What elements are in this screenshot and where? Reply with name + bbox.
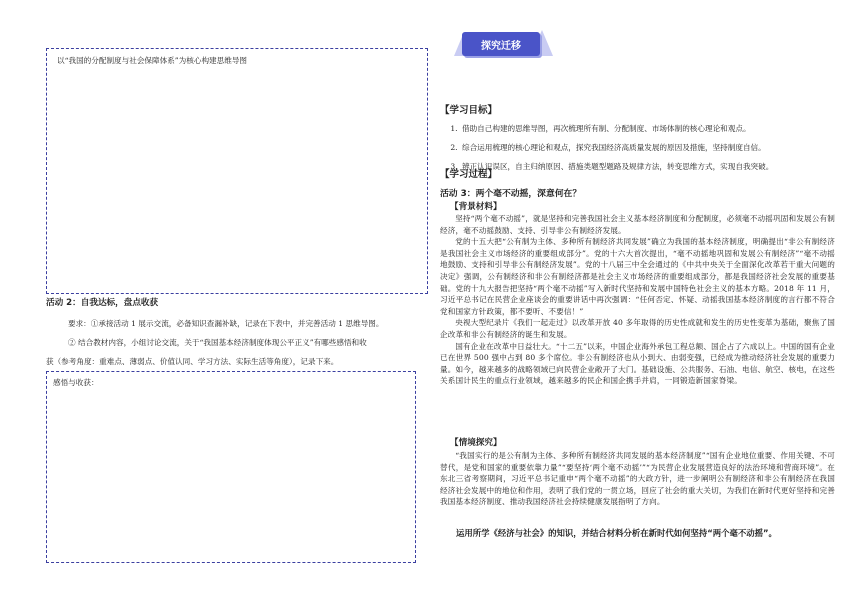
background-paragraph: 央视大型纪录片《我们一起走过》以改革开放 40 多年取得的历史性成就和发生的历史性变革为基础，聚焦了国企改革和非公有制经济的诞生和发展。 [440, 318, 835, 339]
goal-item: 1. 借助自己构建的思维导图，再次梳理所有制、分配制度、市场体制的核心理论和观点。 [460, 119, 840, 138]
background-heading: 【背景材料】 [450, 202, 502, 212]
requirement-line-3: 获（参考角度：重难点、薄弱点、价值认同、学习方法、实际生活等角度），记录下来。 [46, 357, 339, 366]
mind-map-box[interactable] [46, 48, 428, 294]
background-material [440, 213, 835, 387]
goals-heading: 【学习目标】 [440, 105, 498, 116]
goal-item: 2. 综合运用梳理的核心理论和观点，探究我国经济高质量发展的原因及措施，坚持制度自信。 [460, 138, 840, 157]
situation-heading: 【情境探究】 [450, 438, 502, 448]
goals-list [446, 119, 840, 176]
goal-item: 3. 辨正认识误区，自主归纳原因、措施类题型题路及规律方法，转变思维方式，实现自我突破。 [460, 157, 840, 176]
activity-3-title: 活动 3：两个毫不动摇，深意何在？ [440, 189, 582, 199]
background-paragraph: 国有企业在改革中日益壮大。“十二五”以来，中国企业海外承包工程总额、国企占了六成以上。中国的国有企业已在世界 500 强中占到 80 多个席位。非公有制经济也从小到大、由弱变强，已经成为推动经济社会发展的重要力量。如今，越来越多的战略领域已向民营企业敞开了大门。基础设施、公共服务、石油、电信、航空、核电，在这些关系国计民生的重点行业领域，越来越多的民企和国企携手并肩，一同锻造新国家脊梁。 [440, 341, 835, 386]
background-paragraph: 坚持“两个毫不动摇”，就是坚持和完善我国社会主义基本经济制度和分配制度，必须毫不动摇巩固和发展公有制经济，毫不动摇鼓励、支持、引导非公有制经济发展。 [440, 214, 835, 235]
requirement-line-1: 要求：①承接活动 1 展示交流，必备知识查漏补缺，记录在下表中，并完善活动 1 思维导图。 [68, 319, 384, 328]
reflection-box[interactable] [46, 371, 416, 563]
analysis-question: 运用所学《经济与社会》的知识，并结合材料分析在新时代如何坚持“两个毫不动摇”。 [456, 528, 777, 538]
situation-material [440, 450, 835, 508]
section-banner: 探究迁移 [462, 32, 540, 56]
background-paragraph: 党的十五大把“公有制为主体、多种所有制经济共同发展”确立为我国的基本经济制度，明确提出“非公有制经济是我国社会主义市场经济的重要组成部分”。党的十六大首次提出，“毫不动摇地巩固和发展公有制经济”“毫不动摇地鼓励、支持和引导非公有制经济发展”。党的十八届三中全会通过的《中共中央关于全面深化改革若干重大问题的决定》强调，公有制经济和非公有制经济都是社会主义市场经济的重要组成部分，都是我国经济社会发展的重要基础。党的十九大报告把坚持“两个毫不动摇”写入新时代坚持和发展中国特色社会主义的基本方略。2018 年 11 月，习近平总书记在民营企业座谈会的重要讲话中再次强调：“任何否定、怀疑、动摇我国基本经济制度的言行都不符合党和国家方针政策，都不要听、不要信！” [440, 237, 835, 316]
activity-2-title: 活动 2：自我达标，盘点收获 [46, 298, 159, 308]
reflection-prompt: 感悟与收获： [53, 378, 99, 387]
requirement-line-2: ② 结合教材内容，小组讨论交流，关于“我国基本经济制度体现公平正义”有哪些感悟和收 [68, 338, 367, 347]
process-heading: 【学习过程】 [440, 169, 498, 180]
situation-paragraph: “我国实行的是公有制为主体、多种所有制经济共同发展的基本经济制度”“国有企业地位重要、作用关键、不可替代，是党和国家的重要依靠力量”“要坚持‘两个毫不动摇’”“为民营企业发展营造良好的法治环境和营商环境”。在东北三省考察期间，习近平总书记重申“两个毫不动摇”的大政方针，进一步阐明公有制经济和非公有制经济在我国经济社会发展中的地位和作用，表明了我们党的一贯立场，回应了社会的重大关切，为我们在新时代更好坚持和完善我国基本经济制度、推动我国经济社会持续健康发展指明了方向。 [440, 451, 835, 507]
mind-map-prompt: 以“我国的分配制度与社会保障体系”为核心构建思维导图 [57, 56, 248, 65]
